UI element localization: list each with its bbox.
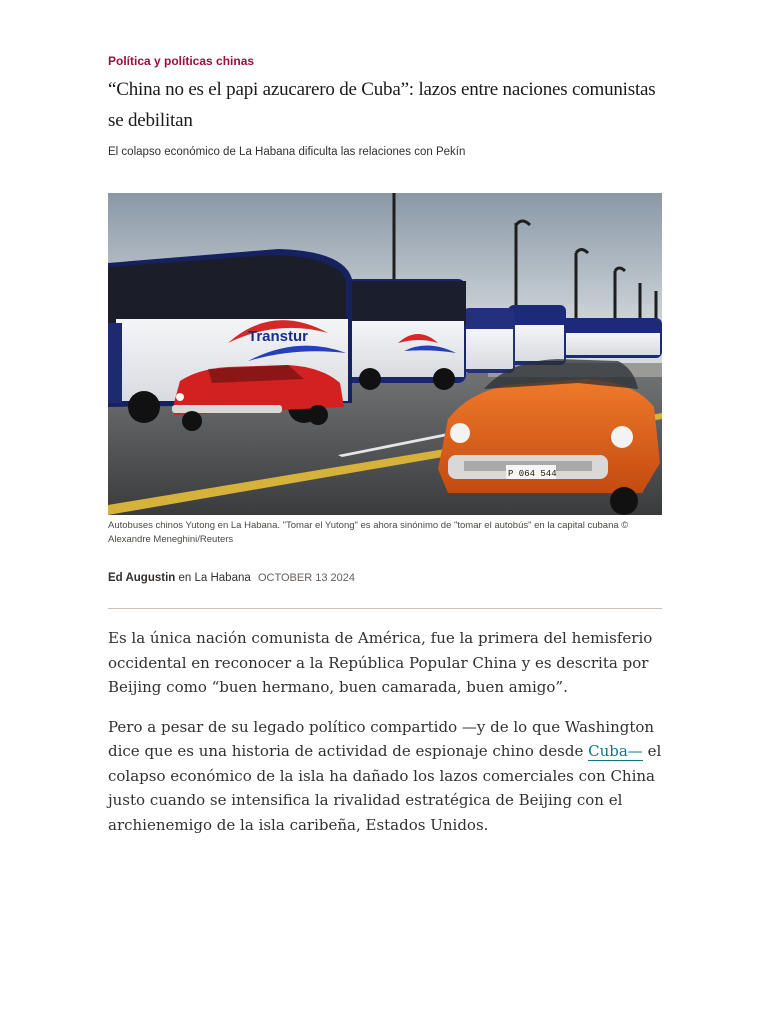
cuba-inline-link[interactable]: Cuba—	[588, 742, 643, 760]
paragraph-2-text-end: el colapso económico de la isla ha dañado los lazos comerciales con China justo cuando se intensifica la rivalidad estratégica de Beijing con el archienemigo de la isla caribeña, Estados Unidos.	[108, 742, 662, 834]
topic-kicker-link[interactable]: Política y políticas chinas	[108, 54, 255, 68]
body-paragraph-1: Es la única nación comunista de América, fue la primera del hemisferio occidental en reconocer a la República Popular China y es descrita por Beijing como “buen hermano, buen camarada, buen amigo”.	[108, 629, 653, 696]
body-paragraph-2	[108, 715, 662, 838]
license-plate-text: P 064 544	[508, 469, 557, 479]
byline-location: en La Habana	[178, 572, 251, 584]
article-standfirst: El colapso económico de La Habana dificulta las relaciones con Pekín	[108, 146, 466, 158]
article-figure	[108, 193, 662, 547]
article	[108, 52, 662, 837]
article-headline: “China no es el papi azucarero de Cuba”: lazos entre naciones comunistas se debilitan	[108, 79, 656, 131]
author-link[interactable]: Ed Augustin	[108, 572, 176, 584]
publish-date: OCTOBER 13 2024	[257, 572, 355, 584]
byline	[108, 570, 662, 609]
bus-brand-text: Transtur	[248, 328, 309, 345]
image-caption: Autobuses chinos Yutong en La Habana. "Tomar el Yutong" es ahora sinónimo de "tomar el autobús" en la capital cubana © Alexandre Meneghini/Reuters	[108, 520, 629, 545]
article-photo	[108, 193, 662, 515]
paragraph-2-text-start: Pero a pesar de su legado político compartido —y de lo que Washington dice que es una historia de actividad de espionaje chino desde	[108, 717, 655, 760]
